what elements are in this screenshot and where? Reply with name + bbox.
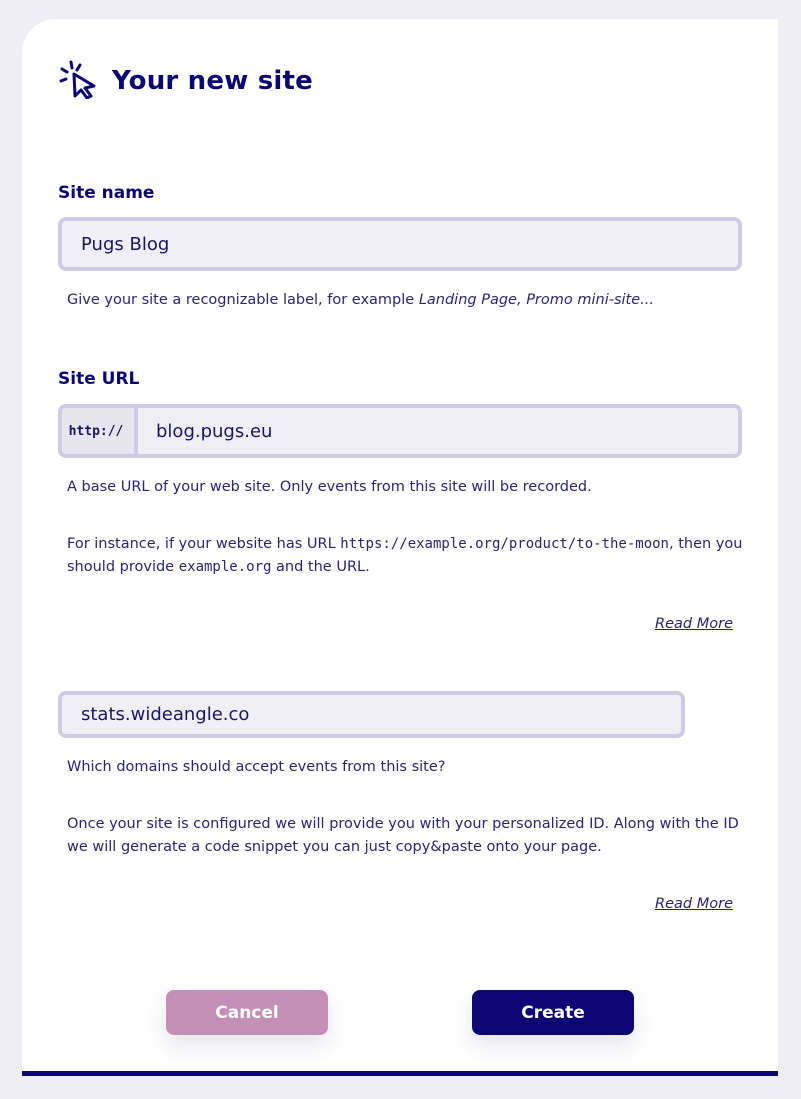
new-site-card xyxy=(22,19,778,1072)
site-name-label: Site name xyxy=(58,183,155,203)
site-url-instance-help xyxy=(67,533,757,579)
cancel-button[interactable]: Cancel xyxy=(166,990,328,1035)
instance-text-3: and the URL. xyxy=(271,559,370,575)
instance-url-code: https://example.org/product/to-the-moon xyxy=(340,536,669,552)
site-url-input[interactable]: blog.pugs.eu xyxy=(156,420,273,442)
url-protocol-prefix: http:// xyxy=(58,404,138,458)
instance-domain-code: example.org xyxy=(178,559,272,575)
page-title: Your new site xyxy=(112,66,313,96)
domains-help: Which domains should accept events from this site? xyxy=(67,759,446,775)
site-name-help-example: Landing Page, Promo mini-site... xyxy=(418,292,654,308)
site-name-help-text: Give your site a recognizable label, for example xyxy=(67,292,419,308)
domains-value: stats.wideangle.co xyxy=(81,704,250,725)
instance-text-2: , then you should provide xyxy=(67,536,743,575)
site-url-read-more-link[interactable]: Read More xyxy=(655,616,733,632)
card-bottom-accent xyxy=(22,1071,778,1076)
site-name-value: Pugs Blog xyxy=(81,233,170,255)
cursor-click-icon xyxy=(58,59,100,103)
create-button[interactable]: Create xyxy=(472,990,634,1035)
site-url-input-group[interactable] xyxy=(58,404,742,458)
card-header xyxy=(58,59,313,103)
domains-input[interactable] xyxy=(58,691,685,738)
domains-read-more-link[interactable]: Read More xyxy=(655,896,733,912)
instance-text-1: For instance, if your website has URL xyxy=(67,536,341,552)
site-name-input[interactable] xyxy=(58,217,742,271)
site-url-help: A base URL of your web site. Only events from this site will be recorded. xyxy=(67,479,592,495)
site-name-help xyxy=(67,289,654,312)
site-url-label: Site URL xyxy=(58,369,140,389)
domains-info: Once your site is configured we will provide you with your personalized ID. Along with the ID we will generate a code snippet you can just copy&paste onto your page. xyxy=(67,816,739,855)
